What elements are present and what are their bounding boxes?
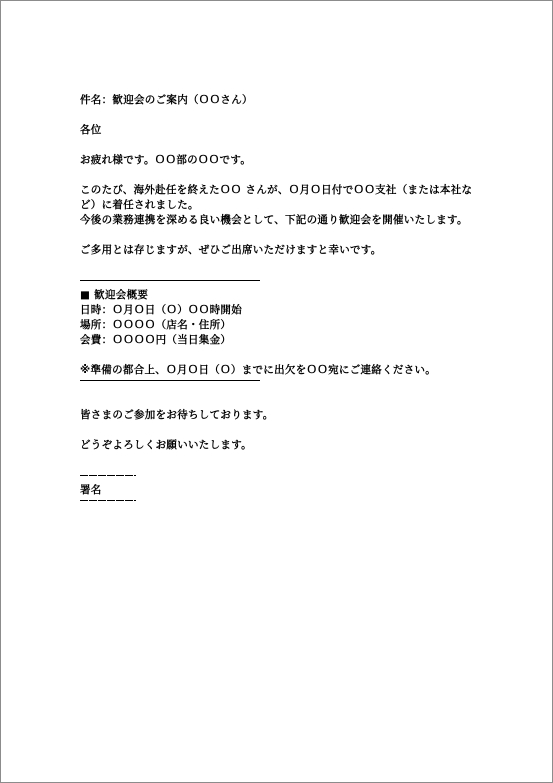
closing-line: どうぞよろしくお願いいたします。: [80, 439, 252, 451]
body-paragraph-line: 今後の業務連携を深める良い機会として、下記の通り歓迎会を開催いたします。: [80, 214, 468, 226]
subject-line: 件名：歓迎会のご案内（ＯＯさん）: [80, 94, 253, 106]
blank-line: [80, 168, 480, 183]
event-fee: 会費：ＯＯＯＯ円（当日集金）: [80, 334, 232, 346]
overview-heading: ■ 歓迎会概要: [80, 289, 149, 301]
event-datetime: 日時：Ｏ月Ｏ日（Ｏ）ＯＯ時開始: [80, 304, 242, 316]
blank-line: [80, 138, 480, 153]
blank-line: [80, 108, 480, 123]
event-place: 場所：ＯＯＯＯ（店名・住所）: [80, 319, 232, 331]
separator-rule: [80, 378, 480, 393]
rsvp-note: ※準備の都合上、Ｏ月Ｏ日（Ｏ）までに出欠をＯＯ宛にご連絡ください。: [80, 364, 437, 376]
body-paragraph-line: ご多用とは存じますが、ぜひご出席いただけますと幸いです。: [80, 244, 382, 256]
signature: 署名: [80, 484, 102, 496]
blank-line: [80, 258, 480, 273]
body-paragraph-line: ど）に着任されました。: [80, 199, 199, 211]
blank-line: [80, 228, 480, 243]
signature-divider: [80, 498, 480, 513]
blank-line: [80, 393, 480, 408]
closing-line: 皆さまのご参加をお待ちしております。: [80, 409, 274, 421]
blank-line: [80, 348, 480, 363]
letter-body: [80, 93, 480, 513]
blank-line: [80, 423, 480, 438]
greeting: お疲れ様です。ＯＯ部のＯＯです。: [80, 154, 252, 166]
blank-line: [80, 453, 480, 468]
separator-rule: [80, 273, 480, 288]
signature-divider: [80, 468, 480, 483]
body-paragraph-line: このたび、海外赴任を終えたＯＯ さんが、Ｏ月Ｏ日付でＯＯ支社（または本社な: [80, 184, 473, 196]
salutation: 各位: [80, 124, 102, 136]
